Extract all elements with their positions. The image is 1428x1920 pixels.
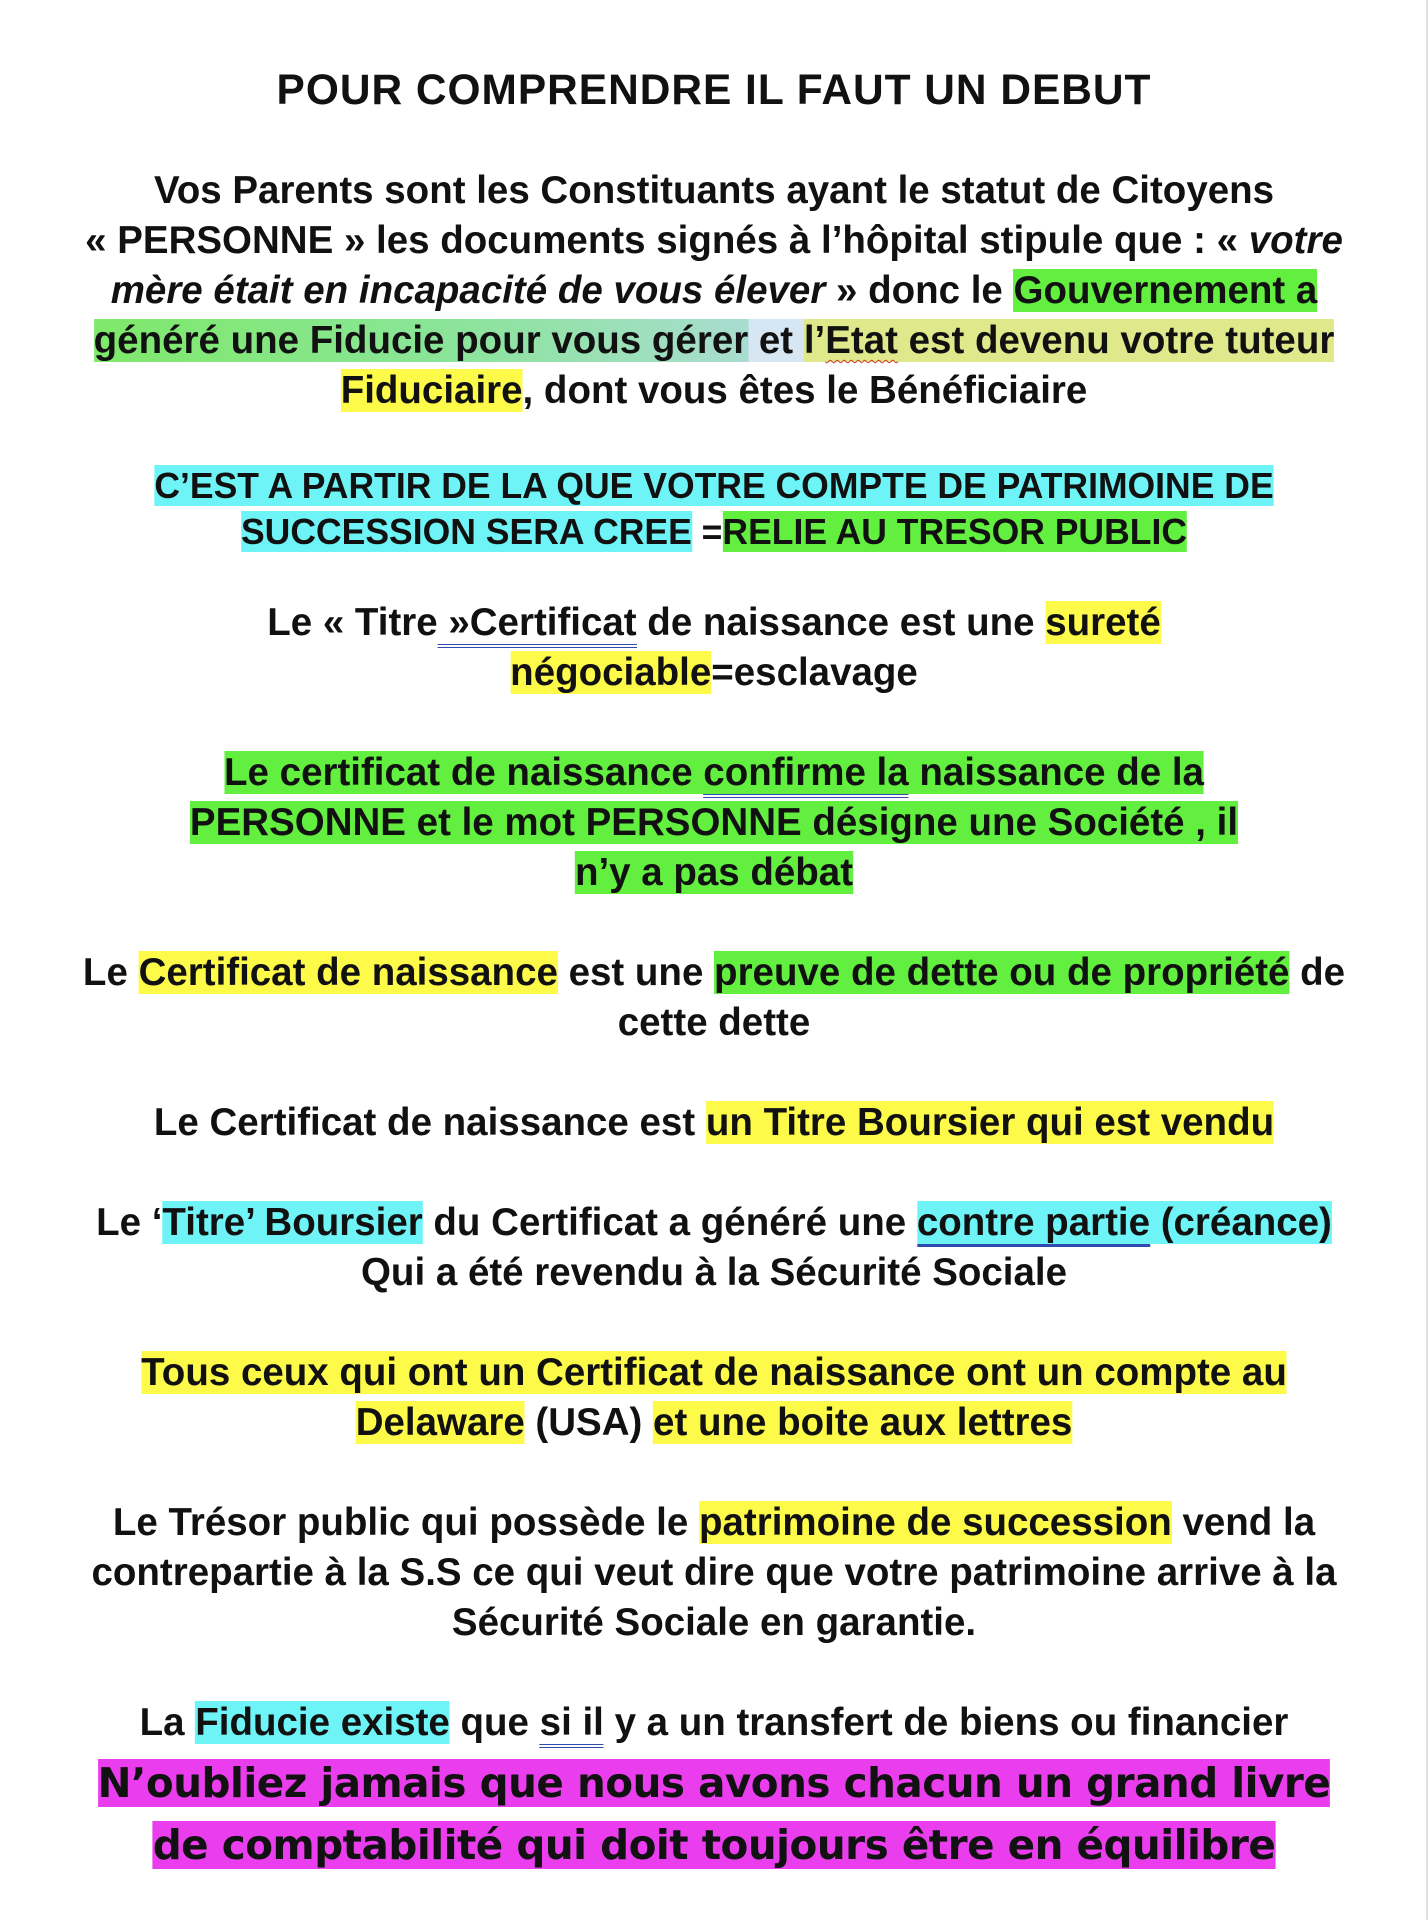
p1-text-5b: , dont vous êtes le Bénéficiaire [522, 369, 1088, 412]
p2-text-2b: = [691, 511, 723, 552]
p9-text-3: Sécurité Sociale en garantie. [451, 1601, 977, 1644]
p7-text-2: Qui a été revendu à la Sécurité Sociale [360, 1251, 1068, 1294]
p10-line-1 [9, 1698, 1418, 1748]
p1-text-2a: « PERSONNE » les documents signés à l’hôpital stipule que : « [85, 219, 1249, 262]
p1-line-4-band [94, 319, 1335, 362]
p8-highlight-delaware: Delaware [355, 1401, 525, 1444]
p11-highlight-2: de comptabilité qui doit toujours être en équilibre [152, 1821, 1276, 1869]
p1-text-4b: et [748, 319, 804, 362]
p7-line-1 [9, 1198, 1418, 1248]
p1-highlight-gouvernement: Gouvernement a [1013, 269, 1318, 312]
p9-text-2: contrepartie à la S.S ce qui veut dire que votre patrimoine arrive à la [91, 1551, 1337, 1594]
p1-highlight-etat [804, 319, 1334, 362]
p10-text-1e: y a un transfert de biens ou financier [603, 1701, 1289, 1744]
p3-text-1c: de naissance est une [636, 601, 1046, 644]
p1-text-etat: Etat [825, 319, 898, 362]
p3-line-1 [9, 598, 1418, 648]
p8-line-1 [9, 1348, 1418, 1398]
p5-highlight-certificat: Certificat de naissance [138, 951, 558, 994]
p7-text-1c: du Certificat a généré une [422, 1201, 917, 1244]
p1-text-4c: l’ [803, 319, 826, 362]
p1-text-1: Vos Parents sont les Constituants ayant le statut de Citoyens [153, 169, 1275, 212]
p3-text-2b: =esclavage [711, 651, 918, 694]
p4-line-2 [9, 798, 1418, 848]
p1-text-3b: » donc le [825, 269, 1014, 312]
p3-line-2 [9, 648, 1418, 698]
p8-text-usa: (USA) [524, 1401, 654, 1444]
p7-text-1a: Le ‘ [96, 1201, 163, 1244]
p4-highlight-2: PERSONNE et le mot PERSONNE désigne une Société , il [189, 801, 1239, 844]
p4-text-1a: Le certificat de naissance [224, 751, 704, 794]
p4-highlight-3: n’y a pas débat [574, 851, 854, 894]
p10-text-si-il: si il [540, 1701, 604, 1748]
p8-line-2 [9, 1398, 1418, 1448]
p4-line-3 [9, 848, 1418, 898]
p4-highlight-1 [224, 751, 1204, 794]
p1-text-4e: est devenu votre tuteur [897, 319, 1335, 362]
p11-line-1 [9, 1752, 1418, 1814]
p7-highlight-creance [917, 1201, 1332, 1244]
p5-text-1e: de [1289, 951, 1346, 994]
p9-line-3 [9, 1598, 1418, 1648]
p11-line-2 [9, 1814, 1418, 1876]
p2-highlight-tresor: RELIE AU TRESOR PUBLIC [722, 511, 1188, 552]
p1-line-2 [9, 216, 1418, 266]
p2-line-1 [9, 463, 1418, 509]
p1-text-3a: mère était en incapacité de vous élever [110, 269, 826, 312]
p6-highlight-titre: un Titre Boursier qui est vendu [705, 1101, 1275, 1144]
p9-text-1c: vend la [1171, 1501, 1316, 1544]
p5-text-2: cette dette [617, 1001, 811, 1044]
p11-highlight-1: N’oubliez jamais que nous avons chacun un grand livre [97, 1759, 1331, 1807]
p1-highlight-fiducie: généré une Fiducie pour vous gérer [93, 319, 749, 362]
title-text: POUR COMPRENDRE IL FAUT UN DEBUT [276, 66, 1152, 114]
p7-highlight-titre: Titre’ Boursier [162, 1201, 423, 1244]
p1-line-4 [9, 316, 1418, 366]
p1-highlight-fiduciaire: Fiduciaire [340, 369, 523, 412]
p7-text-contre-partie: contre partie [917, 1201, 1150, 1247]
p1-line-5 [9, 366, 1418, 416]
p3-text-1a: Le « Titre [267, 601, 438, 644]
p5-text-1a: Le [82, 951, 139, 994]
p4-line-1 [9, 748, 1418, 798]
p2-highlight-1: C’EST A PARTIR DE LA QUE VOTRE COMPTE DE PATRIMOINE DE [154, 465, 1274, 506]
p3-highlight-negociable: négociable [510, 651, 712, 694]
p7-text-creance: (créance) [1150, 1201, 1332, 1244]
p10-text-1a: La [139, 1701, 196, 1744]
p3-text-certificat: »Certificat [438, 601, 637, 648]
p9-text-1a: Le Trésor public qui possède le [112, 1501, 699, 1544]
p6-text-1a: Le Certificat de naissance est [153, 1101, 706, 1144]
p1-text-2b: votre [1248, 219, 1343, 262]
p4-text-1c: naissance de la [908, 751, 1204, 794]
p2-line-2 [9, 509, 1418, 555]
p1-line-1 [9, 166, 1418, 216]
p2-highlight-2a: SUCCESSION SERA CREE [240, 511, 692, 552]
p9-line-2 [9, 1548, 1418, 1598]
p1-line-3 [9, 266, 1418, 316]
page-title [9, 66, 1418, 115]
p10-highlight-fiducie: Fiducie existe [195, 1701, 450, 1744]
p6-line-1 [9, 1098, 1418, 1148]
p8-highlight-boite: et une boite aux lettres [653, 1401, 1073, 1444]
p5-line-2 [9, 998, 1418, 1048]
p4-text-confirme: confirme la [703, 751, 908, 798]
p5-text-1c: est une [557, 951, 715, 994]
p7-line-2 [9, 1248, 1418, 1298]
p3-highlight-surete: sureté [1045, 601, 1161, 644]
p9-line-1 [9, 1498, 1418, 1548]
p10-text-1c: que [449, 1701, 540, 1744]
p5-line-1 [9, 948, 1418, 998]
p8-highlight-1: Tous ceux qui ont un Certificat de naissance ont un compte au [141, 1351, 1287, 1394]
p9-highlight-patrimoine: patrimoine de succession [698, 1501, 1172, 1544]
p5-highlight-preuve: preuve de dette ou de propriété [714, 951, 1290, 994]
